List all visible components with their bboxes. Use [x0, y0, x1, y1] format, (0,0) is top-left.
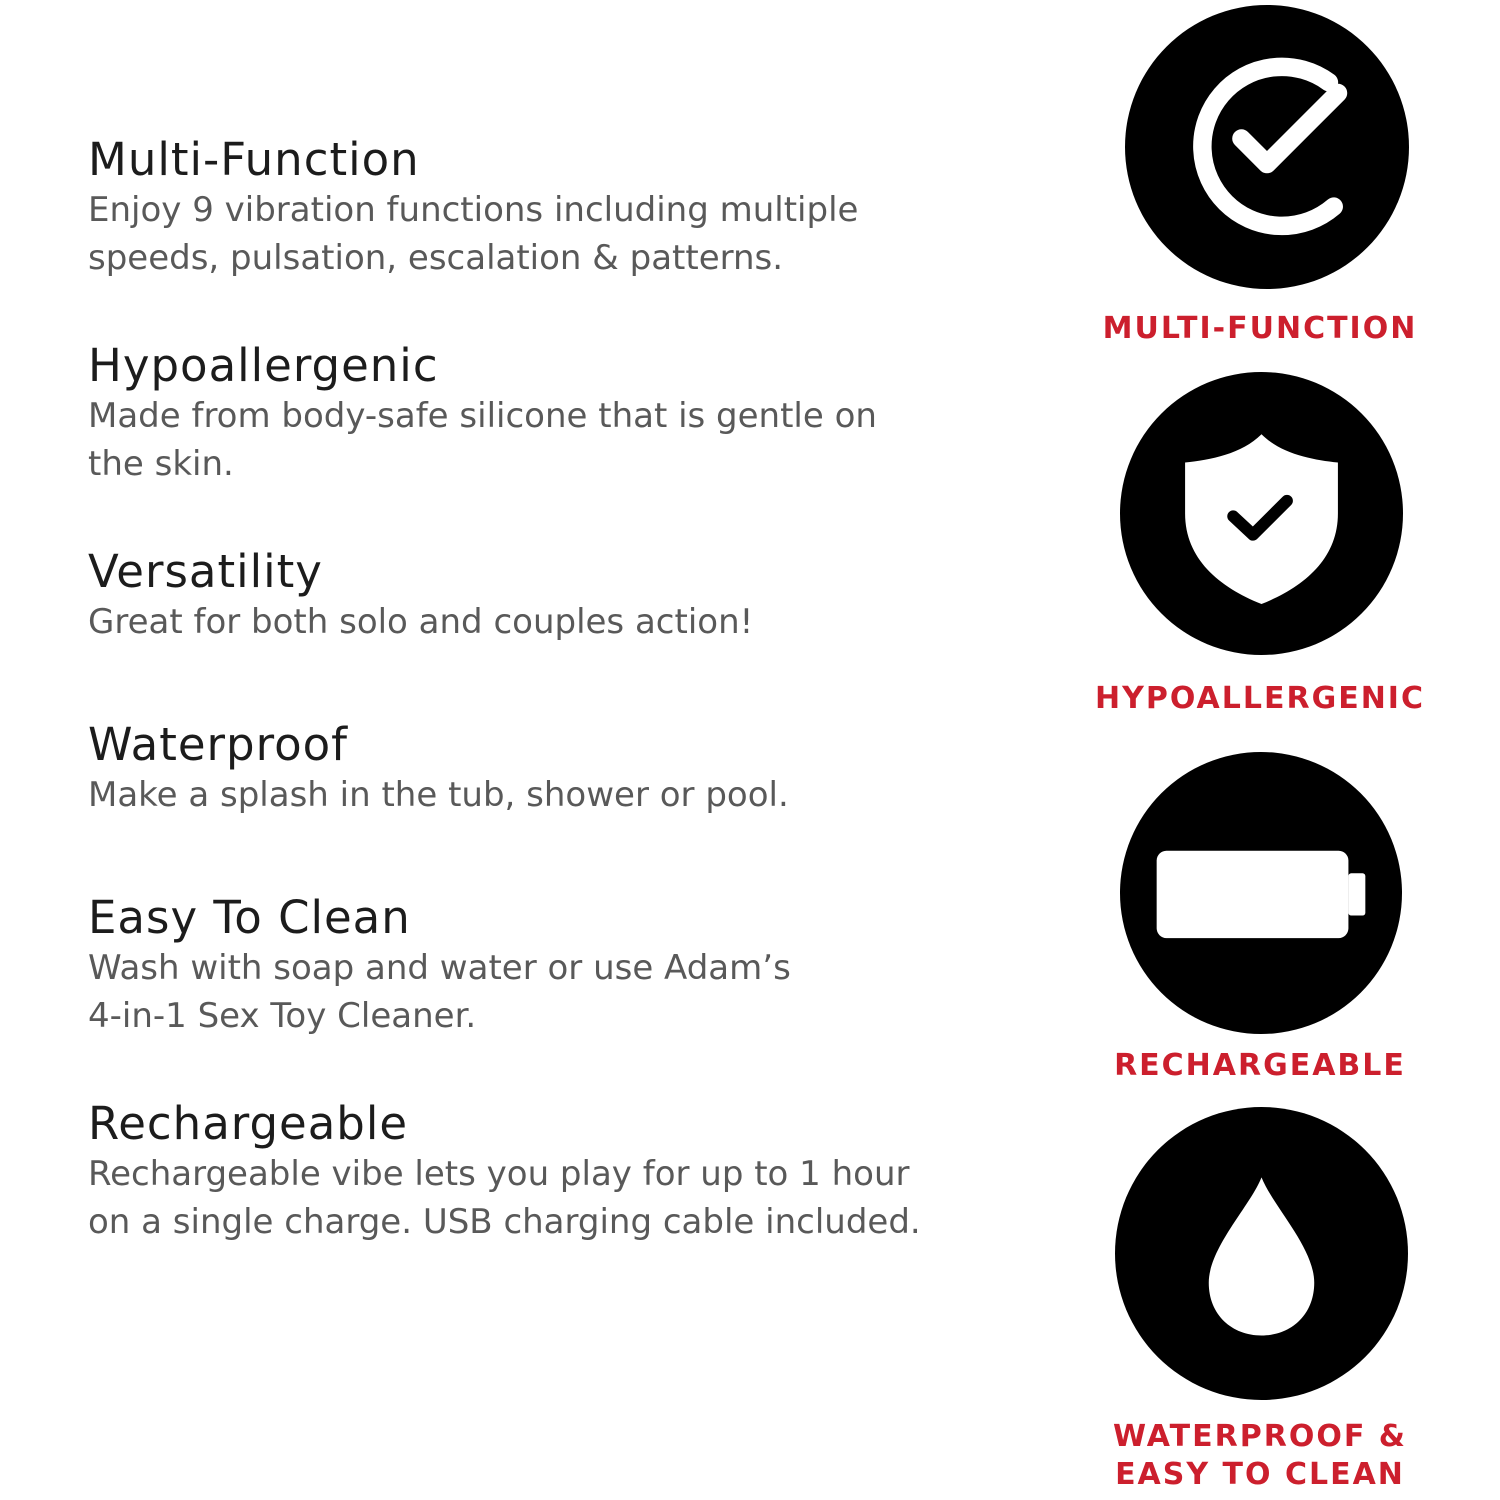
feature-description-line: Made from body-safe silicone that is gentle on: [88, 396, 877, 436]
feature-versatility: [88, 546, 1008, 646]
feature-hypoallergenic: [88, 340, 1008, 488]
feature-title: Versatility: [88, 545, 323, 598]
feature-title: Waterproof: [88, 718, 349, 771]
feature-description-line: on a single charge. USB charging cable included.: [88, 1202, 921, 1242]
badge-label-line: WATERPROOF &: [1113, 1419, 1407, 1454]
feature-description-line: Great for both solo and couples action!: [88, 602, 754, 642]
feature-rechargeable: [88, 1098, 1008, 1246]
feature-description-line: Wash with soap and water or use Adam’s: [88, 948, 791, 988]
badge-label-line: RECHARGEABLE: [1114, 1048, 1406, 1083]
feature-title: Easy To Clean: [88, 891, 411, 944]
check-circle-icon: [1125, 5, 1409, 289]
badge-hypoallergenic: [1120, 372, 1403, 655]
badge-waterproof: [1115, 1107, 1408, 1400]
badge-label-line: HYPOALLERGENIC: [1095, 681, 1425, 716]
badge-multi-function: [1125, 5, 1409, 289]
badge-rechargeable: [1120, 752, 1402, 1034]
feature-waterproof: [88, 719, 1008, 819]
feature-title: Rechargeable: [88, 1097, 409, 1150]
feature-description-line: the skin.: [88, 444, 234, 484]
feature-description-line: Rechargeable vibe lets you play for up to 1 hour: [88, 1154, 910, 1194]
badge-label-rechargeable: [1060, 1047, 1460, 1085]
battery-icon: [1120, 752, 1402, 1034]
feature-description-line: speeds, pulsation, escalation & patterns.: [88, 238, 784, 278]
shield-check-icon: [1120, 372, 1403, 655]
feature-description-line: Enjoy 9 vibration functions including multiple: [88, 190, 859, 230]
feature-description-line: 4-in-1 Sex Toy Cleaner.: [88, 996, 477, 1036]
badge-label-waterproof: [1060, 1418, 1460, 1494]
feature-title: Multi-Function: [88, 133, 420, 186]
feature-easy-to-clean: [88, 892, 1008, 1040]
feature-multi-function: [88, 134, 1008, 282]
feature-title: Hypoallergenic: [88, 339, 439, 392]
badge-label-line: EASY TO CLEAN: [1115, 1457, 1405, 1492]
feature-description-line: Make a splash in the tub, shower or pool.: [88, 775, 789, 815]
water-drop-icon: [1115, 1107, 1408, 1400]
badge-label-hypoallergenic: [1060, 680, 1460, 718]
badge-label-multi-function: [1060, 310, 1460, 348]
badge-label-line: MULTI-FUNCTION: [1102, 311, 1418, 346]
